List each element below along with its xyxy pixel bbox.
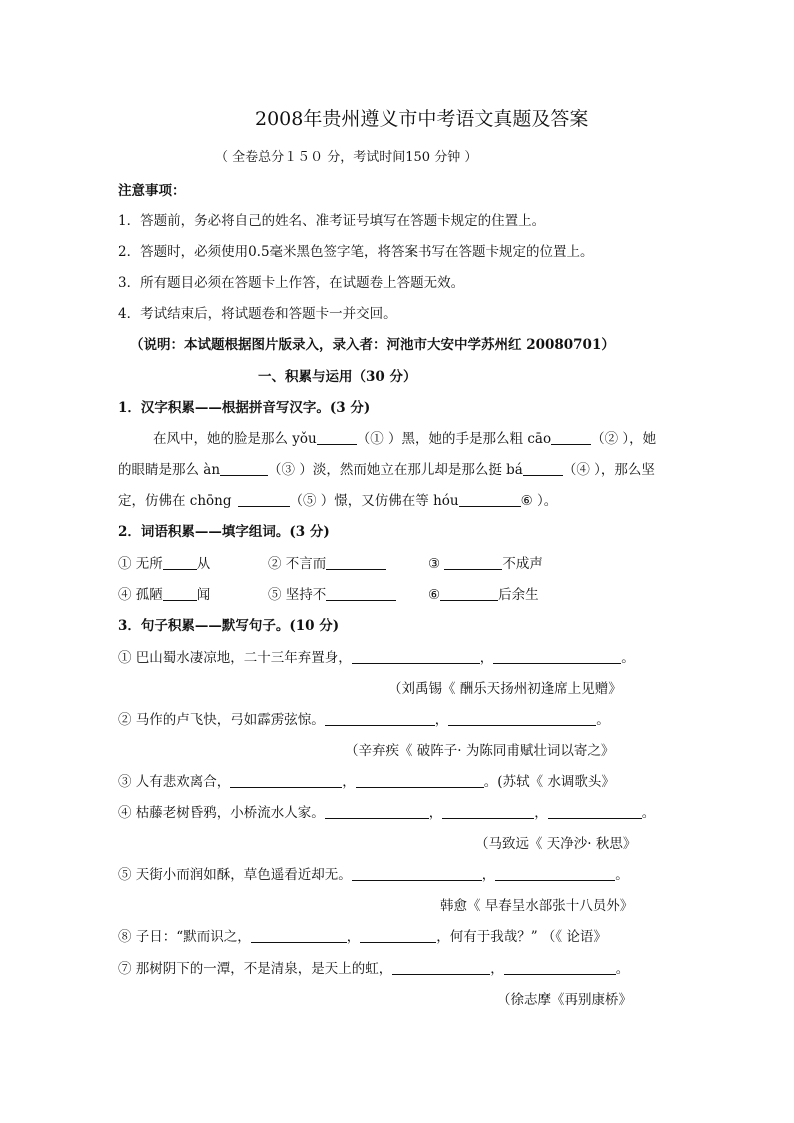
answer-blank[interactable]: [392, 960, 490, 975]
passage-text: （④ ），那么坚: [562, 462, 655, 478]
note-item: 3．所有题目必须在答题卡上作答，在试题卷上答题无效。: [118, 275, 465, 291]
answer-blank[interactable]: [459, 492, 521, 507]
poem-line: ④ 枯藤老树昏鸦，小桥流水人家。 ， ， 。: [118, 805, 656, 821]
page-title: 2008年贵州遵义市中考语文真题及答案: [255, 108, 589, 130]
question-3-heading: 3．句子积累——默写句子。(10 分): [118, 618, 340, 634]
passage-text: 在风中，她的脸是那么 yǒu: [153, 431, 317, 447]
answer-blank[interactable]: [220, 461, 268, 476]
answer-blank[interactable]: [352, 866, 482, 881]
poem-source: （马致远《 天净沙· 秋思》: [475, 836, 637, 852]
answer-blank[interactable]: [326, 586, 396, 601]
answer-blank[interactable]: [163, 586, 197, 601]
answer-blank[interactable]: [251, 928, 347, 943]
poem-source: （刘禹锡《 酬乐天扬州初逢席上见赠》: [388, 681, 622, 697]
poem-line: ① 巴山蜀水凄凉地，二十三年弃置身， ， 。: [118, 650, 635, 666]
passage-text: 的眼睛是那么 àn: [118, 462, 221, 478]
answer-blank[interactable]: [444, 555, 502, 570]
question-1-line: [153, 427, 656, 447]
question-1-heading: 1．汉字积累——根据拼音写汉字。(3 分): [118, 400, 371, 416]
question-1-line: [118, 489, 557, 509]
poem-line: ② 马作的卢飞快，弓如霹雳弦惊。 ， 。: [118, 712, 610, 728]
answer-blank[interactable]: [551, 430, 591, 445]
answer-blank[interactable]: [317, 430, 357, 445]
answer-blank[interactable]: [548, 804, 642, 819]
entry-note: （说明：本试题根据图片版录入，录入者：河池市大安中学苏州红 20080701）: [130, 337, 615, 353]
word-item: ② 不言而: [268, 552, 386, 572]
answer-blank[interactable]: [493, 649, 621, 664]
answer-blank[interactable]: [352, 649, 480, 664]
poem-source: 韩愈《 早春呈水部张十八员外》: [440, 898, 634, 914]
answer-blank[interactable]: [448, 711, 596, 726]
note-item: 2．答题时，必须使用0.5毫米黑色签字笔，将答案书写在答题卡规定的位置上。: [118, 244, 594, 260]
question-2-heading: 2．词语积累——填字组词。(3 分): [118, 524, 330, 540]
answer-blank[interactable]: [163, 555, 197, 570]
answer-blank[interactable]: [523, 461, 563, 476]
note-item: 1．答题前，务必将自己的姓名、准考证号填写在答题卡规定的住置上。: [118, 213, 546, 229]
poem-line: ⑧ 子日：“默而识之， ， ，何有于我哉？” （《 论语》: [118, 929, 607, 945]
word-item: ④ 孤陋 闻: [118, 587, 211, 603]
poem-source: （徐志摩《再别康桥》: [497, 992, 632, 1008]
passage-text: （⑤ ）憬，又仿佛在等 hóu: [289, 493, 459, 509]
answer-blank[interactable]: [326, 555, 386, 570]
word-item: ⑤ 坚持不: [268, 583, 396, 603]
word-item: ⑥ 后余生: [428, 587, 539, 603]
poem-line: ③ 人有悲欢离合， ， 。(苏轼《 水调歌头》: [118, 774, 615, 790]
poem-line: ⑦ 那树阴下的一潭，不是清泉，是天上的虹， ， 。: [118, 961, 630, 977]
answer-blank[interactable]: [356, 773, 484, 788]
note-item: 4．考试结束后，将试题卷和答题卡一并交回。: [118, 306, 397, 322]
passage-text: 定，仿佛在 chōng: [118, 493, 232, 509]
answer-blank[interactable]: [504, 960, 616, 975]
passage-text: （③ ）淡，然而她立在那儿却是那么挺 bá: [268, 462, 523, 478]
answer-blank[interactable]: [440, 586, 498, 601]
word-item: ① 无所 从: [118, 556, 211, 572]
word-item: ③ 不成声: [428, 556, 543, 572]
answer-blank[interactable]: [360, 928, 436, 943]
poem-source: （辛弃疾《 破阵子· 为陈同甫赋壮词以寄之》: [345, 743, 615, 759]
passage-text: （② ），她: [591, 431, 657, 447]
section-heading: 一、积累与运用（30 分）: [258, 369, 417, 385]
notes-heading: 注意事项：: [118, 183, 186, 199]
answer-blank[interactable]: [442, 804, 534, 819]
answer-blank[interactable]: [230, 773, 342, 788]
passage-text: （① ）黑，她的手是那么粗 cāo: [356, 431, 552, 447]
poem-line: ⑤ 天街小而润如酥，草色遥看近却无。 ， 。: [118, 867, 629, 883]
answer-blank[interactable]: [325, 711, 435, 726]
question-1-line: [118, 458, 655, 478]
page-subtitle: （ 全卷总分１５０ 分，考试时间150 分钟 ）: [215, 150, 478, 165]
answer-blank[interactable]: [238, 492, 290, 507]
answer-blank[interactable]: [495, 866, 615, 881]
passage-text: ⑥ ）。: [520, 493, 558, 509]
answer-blank[interactable]: [325, 804, 429, 819]
